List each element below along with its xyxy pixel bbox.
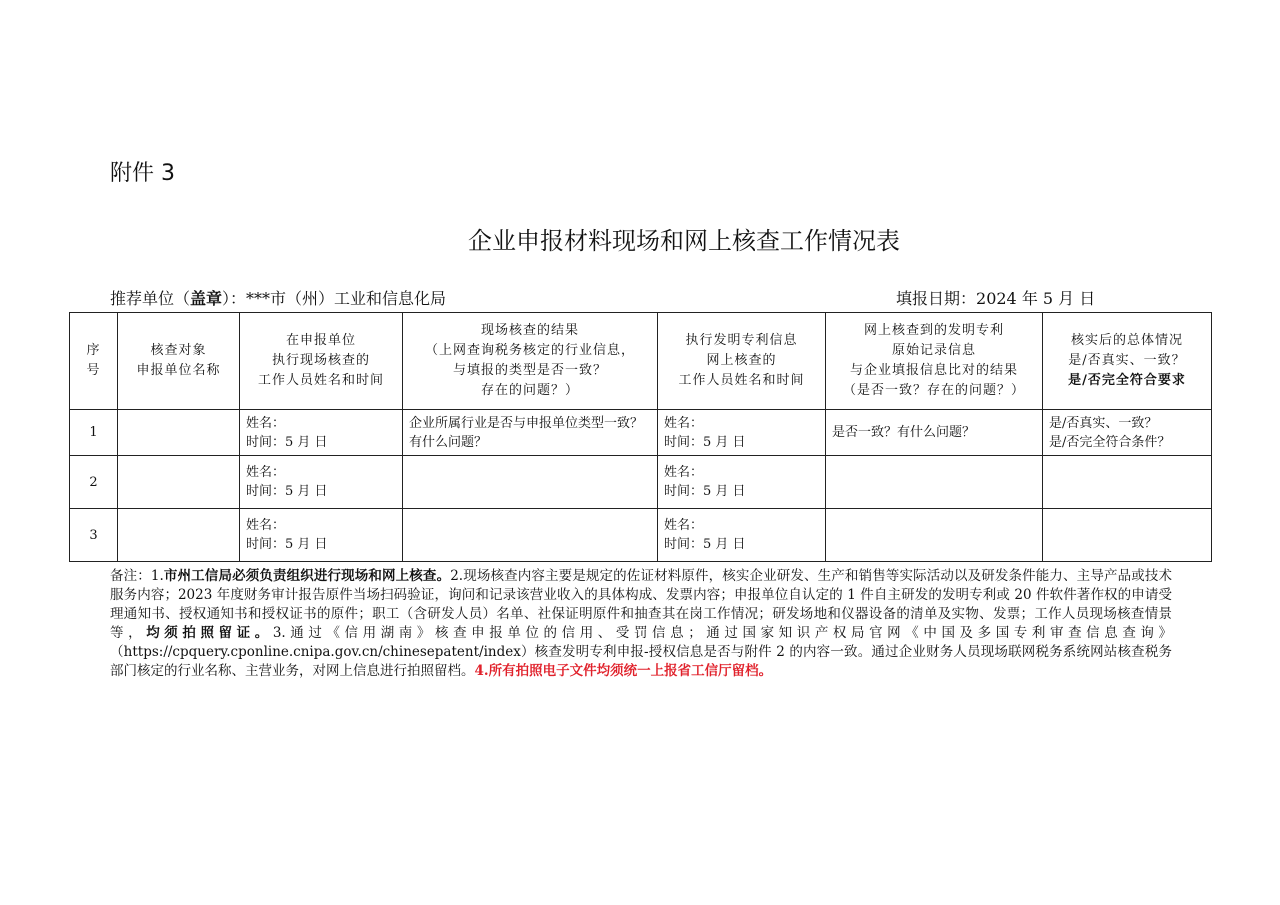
cell-overall[interactable]: [1043, 456, 1212, 509]
fill-date-label: 填报日期：: [896, 289, 977, 308]
header-line: 原始记录信息: [891, 343, 976, 358]
header-applicant-name: [118, 313, 240, 410]
table-row: [70, 456, 1212, 509]
verification-table: [69, 312, 1212, 562]
recommending-unit-label-prefix: 推荐单位（: [110, 289, 191, 308]
header-line: 核实后的总体情况: [1070, 333, 1183, 348]
cell-patent-staff[interactable]: [658, 509, 826, 562]
document-title: 企业申报材料现场和网上核查工作情况表: [468, 227, 900, 255]
cell-patent-result[interactable]: [826, 456, 1043, 509]
table-row: [70, 410, 1212, 456]
fill-date-value: 2024 年 5 月 日: [976, 289, 1096, 308]
cell-serial-number: 1: [70, 410, 118, 456]
header-serial-number: [70, 313, 118, 410]
header-overall: [1043, 313, 1212, 410]
cell-applicant-name[interactable]: [118, 410, 240, 456]
staff-time-line: 时间：5 月 日: [246, 484, 328, 499]
staff-time-line: 时间：5 月 日: [246, 434, 328, 450]
staff-name-line: 姓名：: [664, 465, 704, 480]
header-patent-staff: [658, 313, 826, 410]
recommending-unit-label-seal: 盖章: [190, 289, 223, 308]
header-line: 执行发明专利信息: [685, 333, 798, 348]
header-line: 号: [86, 363, 101, 378]
cell-serial-number: 3: [70, 509, 118, 562]
staff-time-line: 时间：5 月 日: [664, 537, 746, 552]
cell-applicant-name[interactable]: [118, 456, 240, 509]
header-patent-result: [826, 313, 1043, 410]
header-line: 是/否完全符合要求: [1068, 373, 1186, 388]
cell-serial-number: 2: [70, 456, 118, 509]
header-line: 与企业填报信息比对的结果: [849, 363, 1018, 378]
staff-name-line: 姓名：: [664, 518, 704, 533]
cell-patent-staff[interactable]: [658, 456, 826, 509]
header-line: 工作人员姓名和时间: [257, 373, 384, 388]
overall-line: 是/否完全符合条件？: [1049, 434, 1171, 450]
recommending-unit-value: ***市（州）工业和信息化局: [246, 289, 447, 308]
recommending-unit-label-suffix: ）：: [222, 289, 247, 308]
staff-time-line: 时间：5 月 日: [664, 434, 746, 450]
header-line: 申报单位名称: [136, 363, 221, 378]
header-line: 与填报的类型是否一致？: [452, 363, 607, 378]
header-line: 存在的问题？）: [480, 383, 579, 398]
cell-overall[interactable]: [1043, 410, 1212, 456]
header-line: （上网查询税务核定的行业信息，: [424, 343, 635, 358]
staff-name-line: 姓名：: [246, 518, 286, 533]
header-line: 是/否真实、一致？: [1068, 353, 1186, 368]
remarks-text-2: 2.现场核查内容主要是规定的佐证材料原件，核实企业研发、生产和销售等实际活动以及研发条件能力、主导产品或技术服务内容；2023 年度财务审计报告原件当场扫码验证，询问和记录该营业收入的具体构成、发票内容；申报单位自认定的 1 件自主研发的发明专利或 20 件软件著作权的申请受理通知书、授权通知书和授权证书的原件；职工（含研发人员）名单、社保证明原件和抽查其在岗工作情况；研发场地和仪器设备的清单及实物、发票；工作人员现场核查情景等，: [110, 568, 1172, 641]
remarks: [110, 567, 1172, 681]
cell-overall[interactable]: [1043, 509, 1212, 562]
remarks-text-3: 3.通过《信用湖南》核查申报单位的信用、受罚信息；通过国家知识产权局官网《中国及多国专利审查信息查询》（https://cpquery.cponline.cnipa.gov.cn/chinesepatent/index）核查发明专利申报-授权信息是否与附件 2 的内容一致。通过企业财务人员现场联网税务系统网站核查税务部门核定的行业名称、主营业务，对网上信息进行拍照留档。: [110, 625, 1173, 679]
remarks-red-highlight: 4.所有拍照电子文件均须统一上报省工信厅留档。: [474, 663, 773, 679]
header-onsite-result: [403, 313, 658, 410]
remarks-bold-2: 均须拍照留证。: [146, 625, 273, 641]
header-line: 网上核查的: [706, 353, 777, 368]
header-line: 现场核查的结果: [480, 323, 579, 338]
remarks-bold-1: 市州工信局必须负责组织进行现场和网上核查。: [163, 568, 451, 584]
remarks-prefix: 备注：1.: [110, 568, 164, 584]
cell-patent-staff[interactable]: [658, 410, 826, 456]
staff-time-line: 时间：5 月 日: [246, 537, 328, 552]
header-line: 执行现场核查的: [271, 353, 370, 368]
header-line: 序: [86, 343, 101, 358]
header-line: 核查对象: [150, 343, 207, 358]
table-header-row: [70, 313, 1212, 410]
recommending-unit: [110, 286, 446, 309]
header-line: 网上核查到的发明专利: [863, 323, 1004, 338]
overall-line: 是/否真实、一致？: [1049, 415, 1158, 431]
header-line: （是否一致？存在的问题？）: [842, 383, 1025, 398]
cell-onsite-staff[interactable]: [240, 509, 403, 562]
cell-onsite-staff[interactable]: [240, 410, 403, 456]
header-line: 工作人员姓名和时间: [678, 373, 805, 388]
table-row: [70, 509, 1212, 562]
cell-patent-result[interactable]: [826, 509, 1043, 562]
cell-applicant-name[interactable]: [118, 509, 240, 562]
attachment-label: 附件 3: [110, 161, 175, 186]
header-line: 在申报单位: [285, 333, 356, 348]
staff-name-line: 姓名：: [246, 465, 286, 480]
cell-onsite-result[interactable]: 企业所属行业是否与申报单位类型一致？有什么问题？: [403, 410, 658, 456]
fill-date: [896, 286, 1095, 309]
header-onsite-staff: [240, 313, 403, 410]
cell-onsite-result[interactable]: [403, 456, 658, 509]
staff-time-line: 时间：5 月 日: [664, 484, 746, 499]
staff-name-line: 姓名：: [664, 415, 704, 431]
cell-patent-result[interactable]: 是否一致？有什么问题？: [826, 410, 1043, 456]
staff-name-line: 姓名：: [246, 415, 286, 431]
cell-onsite-staff[interactable]: [240, 456, 403, 509]
cell-onsite-result[interactable]: [403, 509, 658, 562]
